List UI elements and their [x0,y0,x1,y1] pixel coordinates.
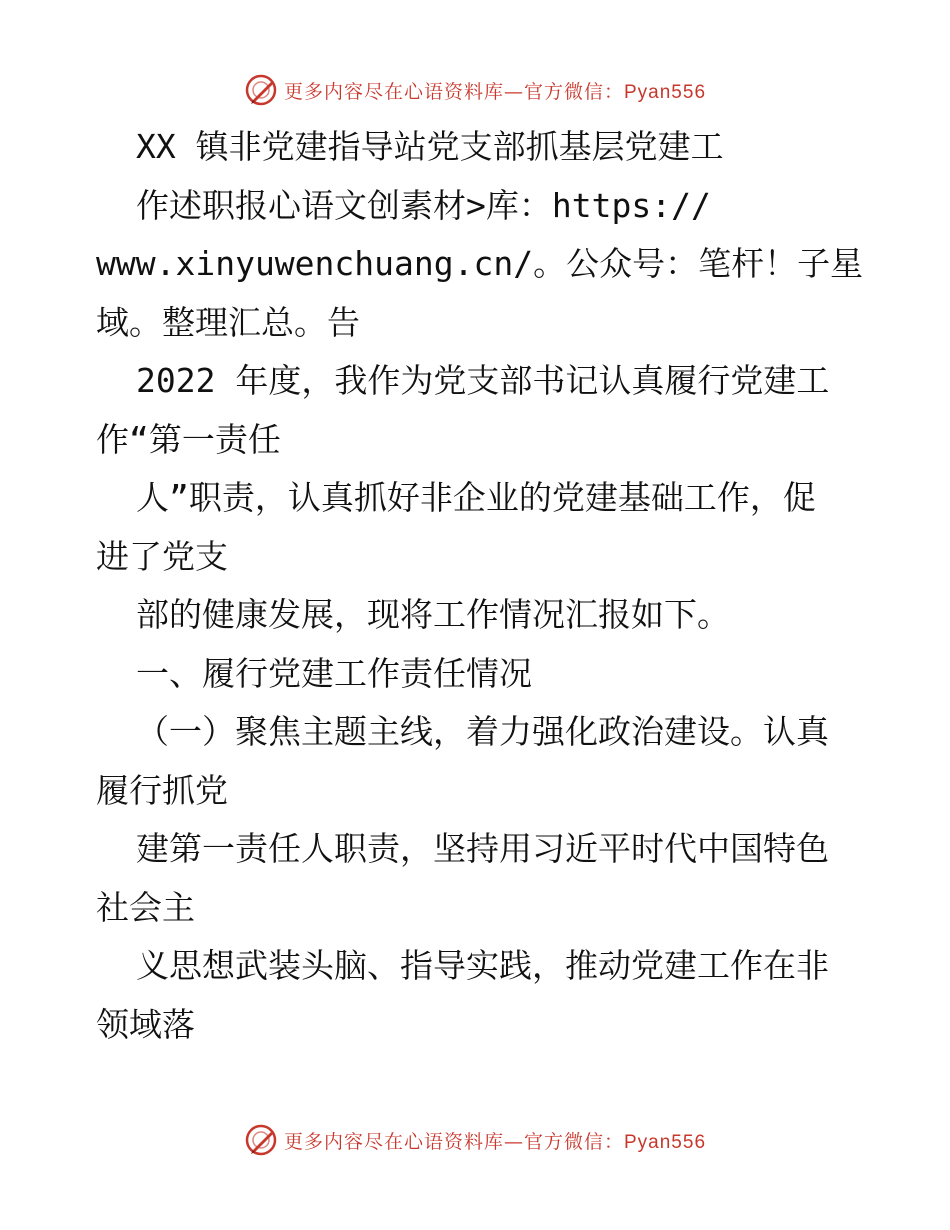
body-line: 作述职报心语文创素材>库：https:// [136,185,711,225]
pen-logo-icon [244,73,278,107]
footer-wechat-id: Pyan556 [624,1131,707,1153]
body-line: 作“第一责任 [96,419,281,459]
body-line: 建第一责任人职责，坚持用习近平时代中国特色 [136,829,829,868]
pen-logo-icon [244,1123,278,1157]
body-line: 社会主 [96,887,195,927]
section-heading: 一、履行党建工作责任情况 [136,653,532,693]
body-line: 义思想武装头脑、指导实践，推动党建工作在非 [136,946,829,985]
header-banner-text: 更多内容尽在心语资料库—官方微信：Pyan556 [283,80,707,103]
header-banner [0,70,950,110]
body-line: 进了党支 [96,536,228,576]
footer-banner [0,1120,950,1160]
body-line: 部的健康发展，现将工作情况汇报如下。 [136,595,730,634]
body-line: 履行抓党 [96,770,228,810]
body-line: 人”职责，认真抓好非企业的党建基础工作，促 [136,478,816,517]
body-line: XX 镇非党建指导站党支部抓基层党建工 [136,127,724,166]
footer-banner-text: 更多内容尽在心语资料库—官方微信：Pyan556 [283,1130,707,1153]
body-line: 领域落 [96,1004,195,1044]
header-wechat-id: Pyan556 [624,81,707,103]
body-line: www.xinyuwenchuang.cn/。公众号：笔杆！子星 [96,244,864,283]
document-body [96,118,866,1054]
body-line: 域。整理汇总。告 [96,302,360,342]
body-line: 2022 年度，我作为党支部书记认真履行党建工 [136,361,830,400]
body-line: （一）聚焦主题主线，着力强化政治建设。认真 [136,712,829,751]
